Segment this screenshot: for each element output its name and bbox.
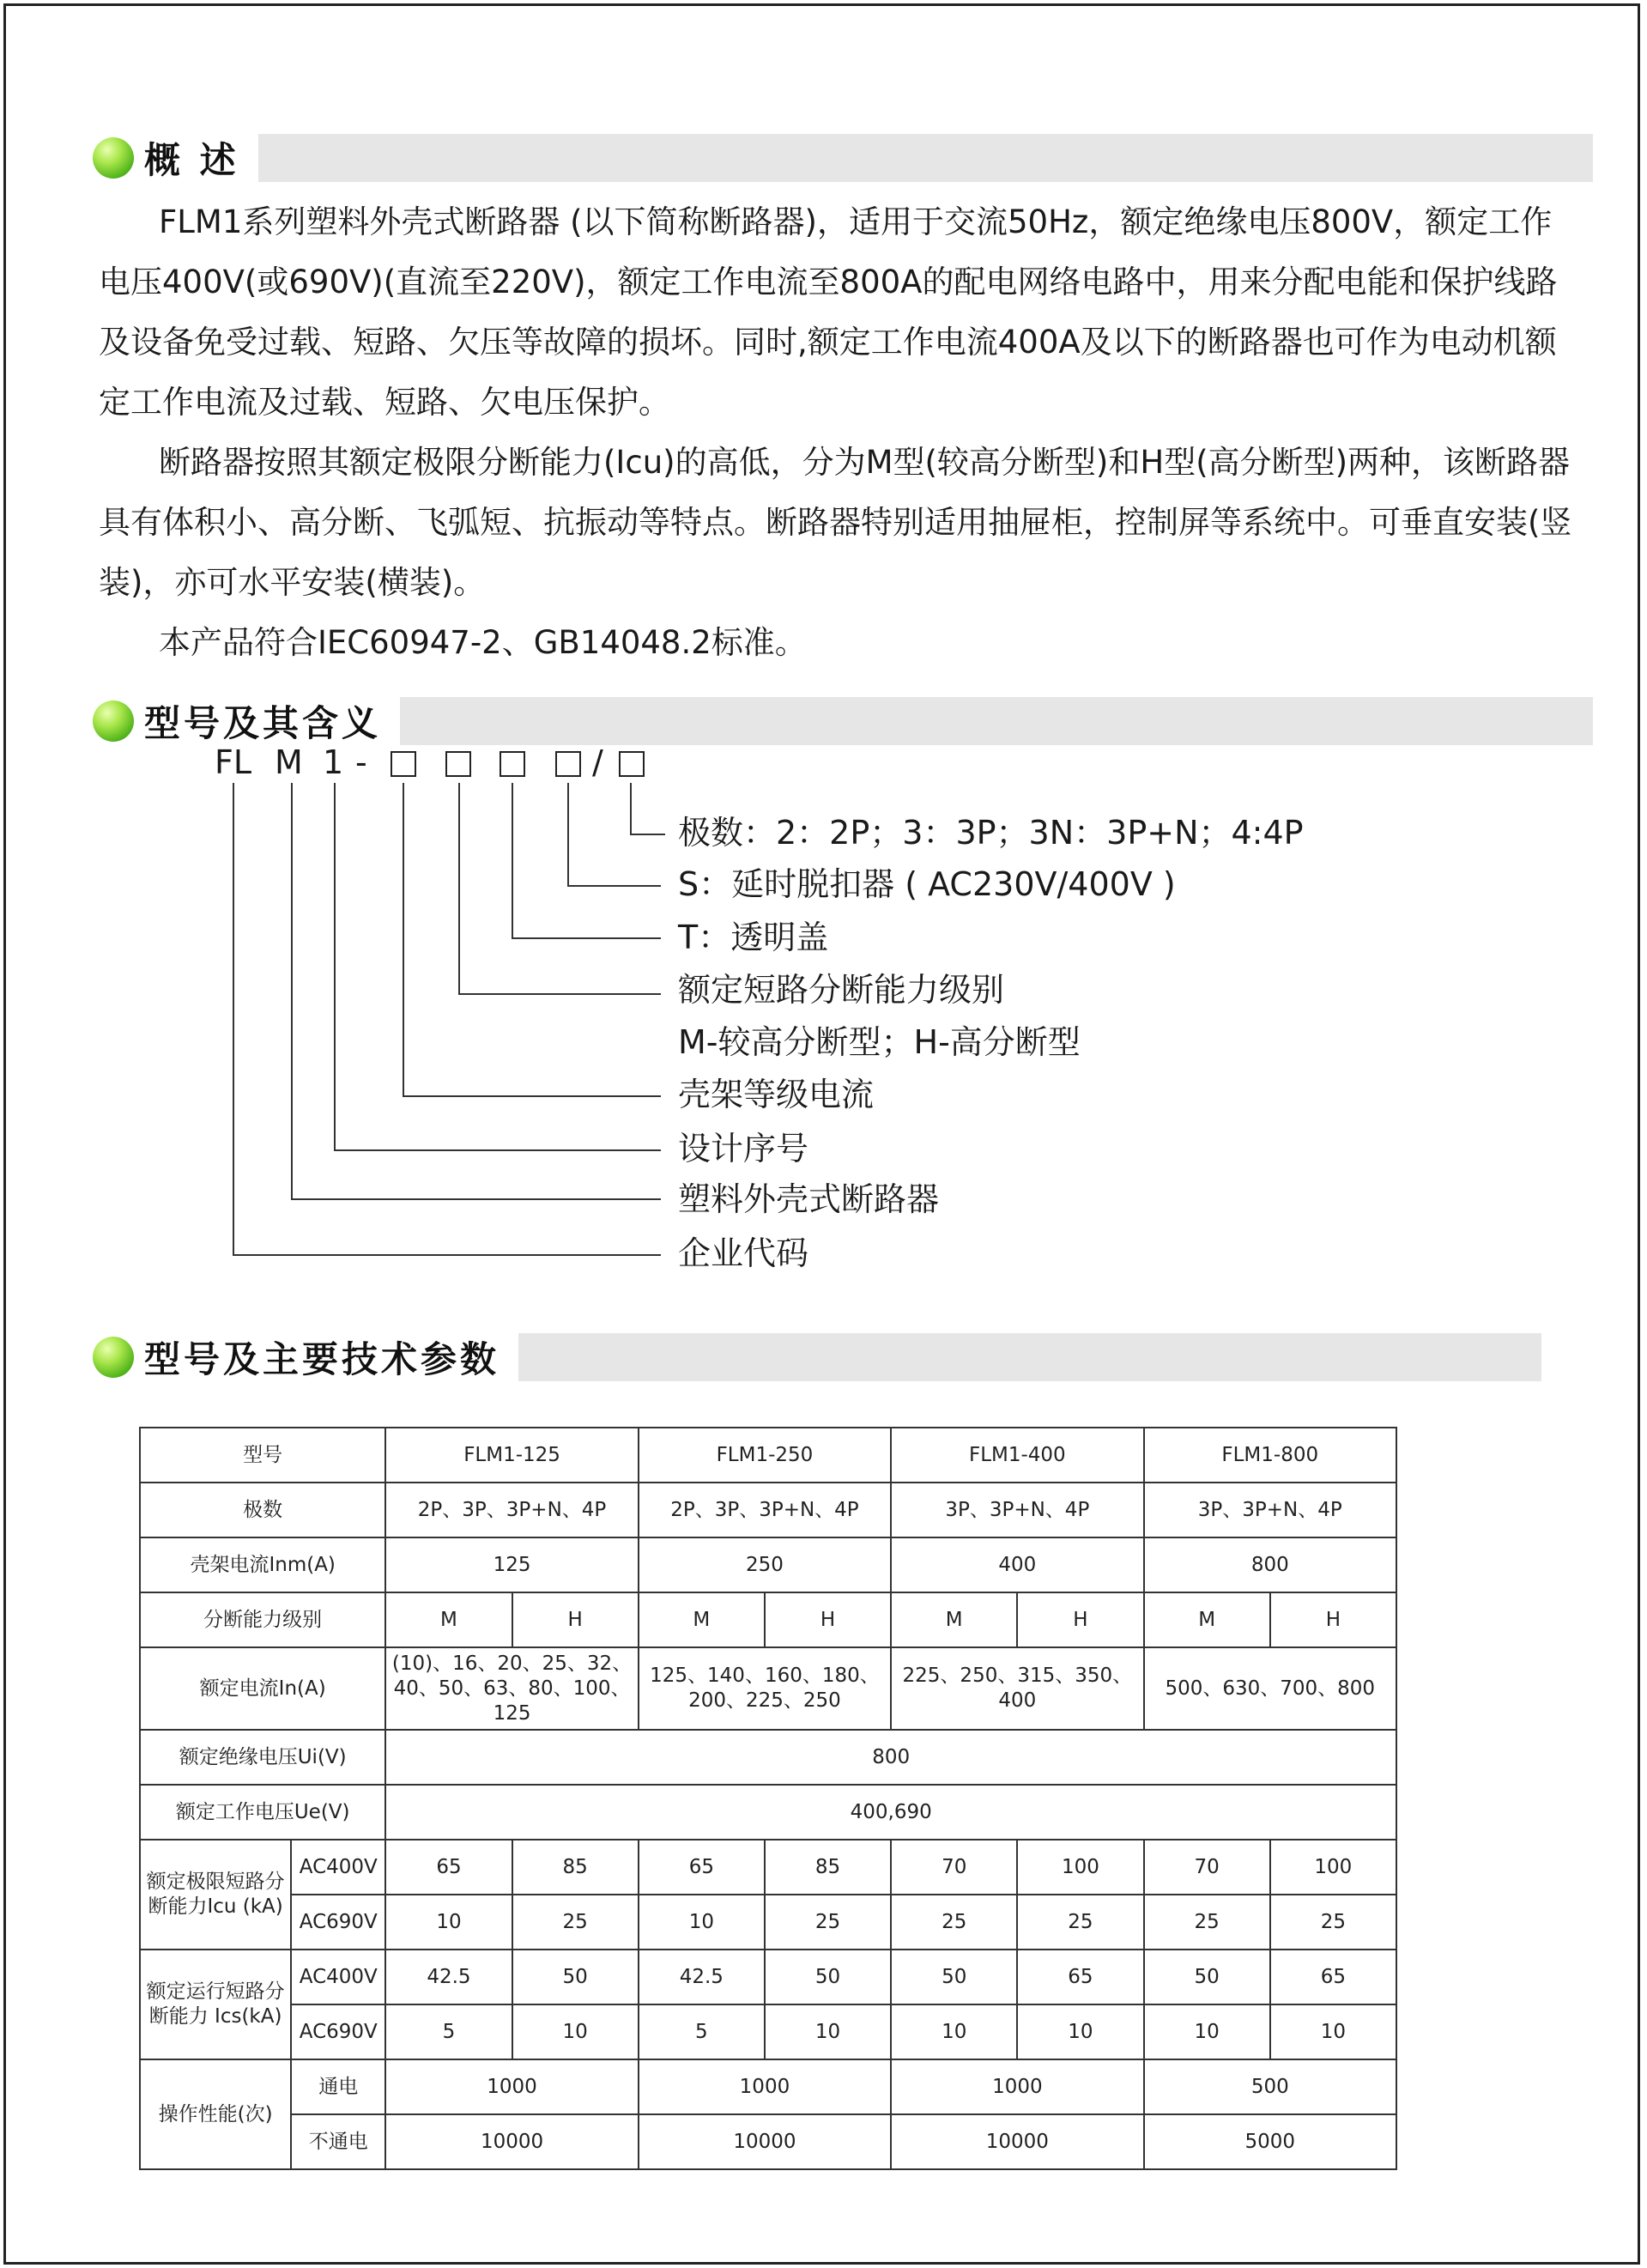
table-cell: 25 bbox=[1144, 1895, 1270, 1950]
table-row bbox=[140, 1730, 1396, 1785]
table-cell: 100 bbox=[1270, 1840, 1396, 1895]
table-cell: 65 bbox=[1270, 1950, 1396, 2004]
section-title: 型号及其含义 bbox=[144, 702, 382, 744]
table-cell: 125、140、160、180、200、225、250 bbox=[639, 1647, 891, 1730]
header-cell: 额定电流In(A) bbox=[140, 1647, 385, 1730]
code-fl: FL bbox=[215, 743, 252, 781]
table-row bbox=[140, 1592, 1396, 1647]
table-cell: M bbox=[639, 1592, 765, 1647]
section-title: 型号及主要技术参数 bbox=[144, 1338, 500, 1380]
table-row bbox=[140, 1785, 1396, 1840]
table-cell: M bbox=[385, 1592, 512, 1647]
table-cell: 50 bbox=[765, 1950, 891, 2004]
table-cell: 10 bbox=[765, 2004, 891, 2059]
voltage-cell: AC690V bbox=[291, 2004, 385, 2059]
voltage-cell: AC400V bbox=[291, 1840, 385, 1895]
green-bullet-icon bbox=[93, 1337, 134, 1378]
header-cell: 分断能力级别 bbox=[140, 1592, 385, 1647]
table-cell: 100 bbox=[1017, 1840, 1143, 1895]
table-cell: 1000 bbox=[639, 2059, 891, 2114]
table-row bbox=[140, 1840, 1396, 1895]
voltage-cell: AC400V bbox=[291, 1950, 385, 2004]
table-cell: 25 bbox=[891, 1895, 1017, 1950]
table-cell: 65 bbox=[385, 1840, 512, 1895]
voltage-cell: AC690V bbox=[291, 1895, 385, 1950]
table-cell: 10 bbox=[512, 2004, 639, 2059]
table-row bbox=[140, 1537, 1396, 1592]
table-row bbox=[140, 1483, 1396, 1537]
table-cell: 2P、3P、3P+N、4P bbox=[385, 1483, 638, 1537]
table-cell: 5 bbox=[385, 2004, 512, 2059]
table-cell: 250 bbox=[639, 1537, 891, 1592]
table-cell: 85 bbox=[512, 1840, 639, 1895]
code-slash: / bbox=[592, 743, 603, 781]
header-cell: 壳架电流Inm(A) bbox=[140, 1537, 385, 1592]
table-cell: 10000 bbox=[891, 2114, 1143, 2169]
table-cell: 2P、3P、3P+N、4P bbox=[639, 1483, 891, 1537]
table-cell: 10 bbox=[385, 1895, 512, 1950]
model-cell: FLM1-250 bbox=[639, 1428, 891, 1483]
model-cell: FLM1-125 bbox=[385, 1428, 638, 1483]
table-cell: 800 bbox=[1144, 1537, 1396, 1592]
table-cell: 1000 bbox=[891, 2059, 1143, 2114]
table-row bbox=[140, 1950, 1396, 2004]
overview-paragraph-2: 断路器按照其额定极限分断能力(Icu)的高低，分为M型(较高分断型)和H型(高分断型)两种，该断路器具有体积小、高分断、飞弧短、抗振动等特点。断路器特别适用抽屉柜，控制屏等系统中。可垂直安装(竖装)，亦可水平安装(横装)。 bbox=[99, 444, 1572, 601]
table-cell: 10 bbox=[1017, 2004, 1143, 2059]
table-cell: M bbox=[891, 1592, 1017, 1647]
table-cell: 25 bbox=[765, 1895, 891, 1950]
table-cell: (10)、16、20、25、32、40、50、63、80、100、125 bbox=[385, 1647, 638, 1730]
label-mh: M-较高分断型；H-高分断型 bbox=[678, 1023, 1081, 1061]
label-poles: 极数：2：2P；3：3P；3N：3P+N；4:4P bbox=[678, 814, 1304, 852]
table-cell: 400 bbox=[891, 1537, 1143, 1592]
label-cover: T：透明盖 bbox=[678, 919, 829, 956]
label-trip: S：延时脱扣器 ( AC230V/400V ) bbox=[678, 865, 1176, 903]
table-cell: 65 bbox=[639, 1840, 765, 1895]
table-cell: 42.5 bbox=[639, 1950, 765, 2004]
table-cell: 10 bbox=[891, 2004, 1017, 2059]
code-m: M bbox=[275, 743, 303, 781]
table-cell: H bbox=[512, 1592, 639, 1647]
code-dash: - bbox=[355, 743, 367, 781]
table-row bbox=[140, 1647, 1396, 1730]
header-cell: 型号 bbox=[140, 1428, 385, 1483]
table-cell: 500、630、700、800 bbox=[1144, 1647, 1396, 1730]
overview-paragraph-1: FLM1系列塑料外壳式断路器 (以下简称断路器)，适用于交流50Hz，额定绝缘电压800V，额定工作电压400V(或690V)(直流至220V)，额定工作电流至800A的配电网络电路中，用来分配电能和保护线路及设备免受过载、短路、欠压等故障的损坏。同时,额定工作电流400A及以下的断路器也可作为电动机额定工作电流及过载、短路、欠电压保护。 bbox=[99, 203, 1558, 421]
table-row bbox=[140, 2059, 1396, 2114]
table-cell: M bbox=[1144, 1592, 1270, 1647]
table-row bbox=[140, 2114, 1396, 2169]
section-heading-tech-params bbox=[93, 1333, 518, 1381]
header-cell: 额定绝缘电压Ui(V) bbox=[140, 1730, 385, 1785]
table-cell: 5000 bbox=[1144, 2114, 1396, 2169]
header-cell: 操作性能(次) bbox=[140, 2059, 291, 2169]
label-mccb: 塑料外壳式断路器 bbox=[678, 1180, 940, 1218]
model-cell: FLM1-800 bbox=[1144, 1428, 1396, 1483]
table-cell: 5 bbox=[639, 2004, 765, 2059]
header-cell: 极数 bbox=[140, 1483, 385, 1537]
table-cell: 25 bbox=[1270, 1895, 1396, 1950]
table-cell: 70 bbox=[1144, 1840, 1270, 1895]
code-1: 1 bbox=[323, 743, 344, 781]
table-cell: 50 bbox=[891, 1950, 1017, 2004]
table-cell: 125 bbox=[385, 1537, 638, 1592]
label-breaking-level: 额定短路分断能力级别 bbox=[678, 971, 1005, 1009]
table-cell: 3P、3P+N、4P bbox=[1144, 1483, 1396, 1537]
header-cell: 额定工作电压Ue(V) bbox=[140, 1785, 385, 1840]
table-cell: 10000 bbox=[385, 2114, 638, 2169]
label-company-code: 企业代码 bbox=[678, 1234, 809, 1272]
table-cell: 25 bbox=[1017, 1895, 1143, 1950]
table-cell: 65 bbox=[1017, 1950, 1143, 2004]
voltage-cell: 不通电 bbox=[291, 2114, 385, 2169]
label-frame-current: 壳架等级电流 bbox=[678, 1076, 875, 1113]
table-cell: 42.5 bbox=[385, 1950, 512, 2004]
table-row bbox=[140, 1428, 1396, 1483]
table-cell: 10 bbox=[1270, 2004, 1396, 2059]
table-cell: 225、250、315、350、400 bbox=[891, 1647, 1143, 1730]
table-row bbox=[140, 1895, 1396, 1950]
table-cell: 50 bbox=[512, 1950, 639, 2004]
spec-table bbox=[139, 1427, 1397, 2170]
header-cell: 额定极限短路分断能力Icu (kA) bbox=[140, 1840, 291, 1950]
table-cell: 25 bbox=[512, 1895, 639, 1950]
table-cell: 400,690 bbox=[385, 1785, 1396, 1840]
table-cell: H bbox=[765, 1592, 891, 1647]
model-cell: FLM1-400 bbox=[891, 1428, 1143, 1483]
table-cell: H bbox=[1270, 1592, 1396, 1647]
voltage-cell: 通电 bbox=[291, 2059, 385, 2114]
table-cell: 70 bbox=[891, 1840, 1017, 1895]
table-cell: H bbox=[1017, 1592, 1143, 1647]
table-cell: 50 bbox=[1144, 1950, 1270, 2004]
overview-paragraph-3: 本产品符合IEC60947-2、GB14048.2标准。 bbox=[159, 624, 807, 661]
table-row bbox=[140, 2004, 1396, 2059]
section-title: 概 述 bbox=[144, 139, 239, 181]
table-cell: 10000 bbox=[639, 2114, 891, 2169]
table-cell: 3P、3P+N、4P bbox=[891, 1483, 1143, 1537]
table-cell: 500 bbox=[1144, 2059, 1396, 2114]
label-design-no: 设计序号 bbox=[678, 1130, 809, 1167]
table-cell: 1000 bbox=[385, 2059, 638, 2114]
table-cell: 800 bbox=[385, 1730, 1396, 1785]
table-cell: 10 bbox=[1144, 2004, 1270, 2059]
header-cell: 额定运行短路分断能力 Ics(kA) bbox=[140, 1950, 291, 2059]
table-cell: 85 bbox=[765, 1840, 891, 1895]
table-cell: 10 bbox=[639, 1895, 765, 1950]
